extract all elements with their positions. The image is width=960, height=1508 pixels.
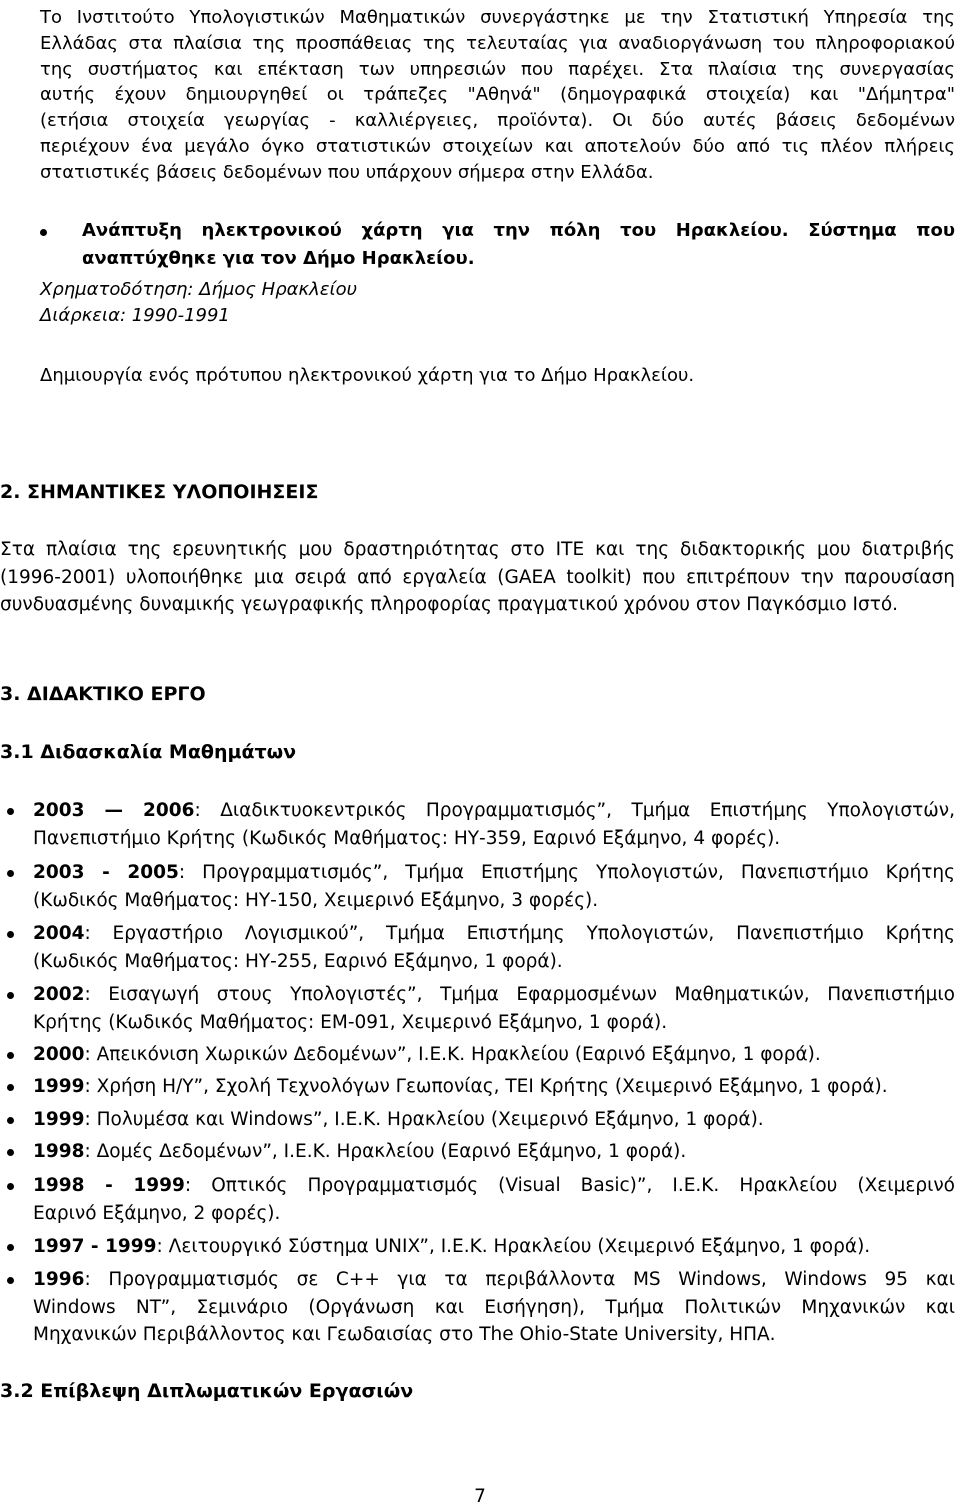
course-line [33, 797, 955, 825]
course-text: : Πολυμέσα και Windows”, Ι.Ε.Κ. Ηρακλείου (Χειμερινό Εξάμηνο, 1 φορά). [84, 1109, 764, 1131]
bullet-icon [7, 1052, 14, 1059]
course-line: Κρήτης (Κωδικός Μαθήματος: ΕΜ-091, Χειμερινό Εξάμηνο, 1 φορά). [33, 1011, 668, 1033]
section-heading: 3. ΔΙΔΑΚΤΙΚΟ ΕΡΓΟ [0, 683, 206, 705]
course-item [0, 1266, 955, 1349]
course-text: : Απεικόνιση Χωρικών Δεδομένων”, Ι.Ε.Κ. Ηρακλείου (Εαρινό Εξάμηνο, 1 φορά). [84, 1044, 821, 1066]
course-years: 2003 — 2006 [33, 800, 195, 822]
bullet-icon [7, 808, 14, 815]
course-text: : Χρήση Η/Υ”, Σχολή Τεχνολόγων Γεωπονίας, ΤΕΙ Κρήτης (Χειμερινό Εξάμηνο, 1 φορά). [84, 1076, 888, 1098]
course-line: Μηχανικών Περιβάλλοντος και Γεωδαισίας στο The Ohio-State University, ΗΠΑ. [33, 1324, 776, 1346]
course-line [33, 1073, 955, 1101]
project-funding: Χρηματοδότηση: Δήμος Ηρακλείου [40, 279, 358, 300]
bullet-icon [7, 992, 14, 999]
course-line [33, 920, 955, 948]
course-item [0, 859, 955, 914]
page-number: 7 [474, 1486, 486, 1507]
section2-line: Στα πλαίσια της ερευνητικής μου δραστηριότητας στο ΙΤΕ και της διδακτορικής μου διατριβής [0, 539, 955, 561]
intro-line: της συστήματος και επέκταση των υπηρεσιών που παρέχει. Στα πλαίσια της συνεργασίας [40, 58, 955, 80]
course-line [33, 981, 955, 1009]
course-line: Εαρινό Εξάμηνο, 2 φορές). [33, 1202, 281, 1224]
course-line [33, 1233, 955, 1261]
course-line [33, 1041, 955, 1069]
bullet-icon [7, 1084, 14, 1091]
course-text: : Προγραμματισμός”, Τμήμα Επιστήμης Υπολογιστών, Πανεπιστήμιο Κρήτης [178, 862, 955, 884]
course-years: 1998 - 1999 [33, 1175, 185, 1197]
intro-line: περιέχουν ένα μεγάλο όγκο στατιστικών στοιχείων και αποτελούν δύο από τις πλέον πλήρεις [40, 135, 955, 157]
bullet-icon [7, 1183, 14, 1190]
course-text: : Εργαστήριο Λογισμικού”, Τμήμα Επιστήμης Υπολογιστών, Πανεπιστήμιο Κρήτης [84, 923, 955, 945]
course-years: 2002 [33, 984, 85, 1006]
course-item [0, 920, 955, 975]
intro-line: Ελλάδας στα πλαίσια της προσπάθειας της τελευταίας για αναδιοργάνωση του πληροφοριακού [40, 32, 955, 54]
course-years: 1997 - 1999 [33, 1236, 157, 1258]
course-item [0, 1041, 955, 1069]
project-title-line: αναπτύχθηκε για τον Δήμο Ηρακλείου. [82, 248, 475, 269]
intro-line: στατιστικές βάσεις δεδομένων που υπάρχουν σήμερα στην Ελλάδα. [40, 161, 654, 183]
course-years: 1996 [33, 1269, 85, 1291]
bullet-icon [7, 870, 14, 877]
course-years: 1999 [33, 1109, 85, 1131]
course-line [33, 1138, 955, 1166]
course-years: 1998 [33, 1141, 85, 1163]
project-meta [40, 277, 940, 329]
course-text: : Εισαγωγή στους Υπολογιστές”, Τμήμα Εφαρμοσμένων Μαθηματικών, Πανεπιστήμιο [84, 984, 955, 1006]
bullet-icon [7, 931, 14, 938]
course-text: : Διαδικτυοκεντρικός Προγραμματισμός”, Τμήμα Επιστήμης Υπολογιστών, [194, 800, 955, 822]
project-title [82, 217, 955, 273]
course-years: 2003 - 2005 [33, 862, 179, 884]
course-item [0, 797, 955, 852]
course-text: : Προγραμματισμός σε C++ για τα περιβάλλοντα MS Windows, Windows 95 και [84, 1269, 955, 1291]
course-line: Πανεπιστήμιο Κρήτης (Κωδικός Μαθήματος: ΗΥ-359, Εαρινό Εξάμηνο, 4 φορές). [33, 827, 781, 849]
course-text: : Δομές Δεδομένων”, Ι.Ε.Κ. Ηρακλείου (Εαρινό Εξάμηνο, 1 φορά). [84, 1141, 687, 1163]
bullet-icon [40, 229, 47, 236]
bullet-icon [7, 1117, 14, 1124]
intro-line: Το Ινστιτούτο Υπολογιστικών Μαθηματικών συνεργάστηκε με την Στατιστική Υπηρεσία της [40, 7, 955, 28]
subsection-heading: 3.2 Επίβλεψη Διπλωματικών Εργασιών [0, 1380, 414, 1402]
section-heading: 2. ΣΗΜΑΝΤΙΚΕΣ ΥΛΟΠΟΙΗΣΕΙΣ [0, 481, 319, 503]
course-years: 2004 [33, 923, 85, 945]
project-title-line: Ανάπτυξη ηλεκτρονικού χάρτη για την πόλη του Ηρακλείου. Σύστημα που [82, 220, 955, 241]
course-line [33, 859, 955, 887]
course-line: (Κωδικός Μαθήματος: ΗΥ-255, Εαρινό Εξάμηνο, 1 φορά). [33, 950, 563, 972]
course-line [33, 1266, 955, 1294]
course-item [0, 1172, 955, 1227]
bullet-icon [7, 1277, 14, 1284]
course-text: : Λειτουργικό Σύστημα UNIX”, Ι.Ε.Κ. Ηρακλείου (Χειμερινό Εξάμηνο, 1 φορά). [156, 1236, 871, 1258]
course-item [0, 1138, 955, 1166]
course-item [0, 1106, 955, 1134]
section2-paragraph [0, 536, 955, 619]
course-item [0, 1233, 955, 1261]
intro-line: (ετήσια στοιχεία γεωργίας - καλλιέργειες, προϊόντα). Οι δύο αυτές βάσεις δεδομένων [40, 110, 955, 132]
section2-line: συνδυασμένης δυναμικής γεωγραφικής πληροφορίας πραγματικού χρόνου στον Παγκόσμιο Ιστό. [0, 594, 899, 616]
course-line [33, 1106, 955, 1134]
course-line: Windows NT”, Σεμινάριο (Οργάνωση και Εισήγηση), Τμήμα Πολιτικών Μηχανικών και [33, 1296, 955, 1318]
section2-line: (1996-2001) υλοποιήθηκε μια σειρά από εργαλεία (GAEA toolkit) που επιτρέπουν την παρουσίαση [0, 566, 955, 588]
course-years: 1999 [33, 1076, 85, 1098]
course-line: (Κωδικός Μαθήματος: ΗΥ-150, Χειμερινό Εξάμηνο, 3 φορές). [33, 889, 599, 911]
intro-paragraph [40, 5, 955, 186]
subsection-heading: 3.1 Διδασκαλία Μαθημάτων [0, 741, 297, 763]
course-line [33, 1172, 955, 1200]
course-item [0, 1073, 955, 1101]
course-text: : Οπτικός Προγραμματισμός (Visual Basic)”, Ι.Ε.Κ. Ηρακλείου (Χειμερινό [184, 1175, 955, 1197]
bullet-icon [7, 1244, 14, 1251]
project-description: Δημιουργία ενός πρότυπου ηλεκτρονικού χάρτη για το Δήμο Ηρακλείου. [40, 365, 695, 386]
intro-line: αυτής έχουν δημιουργηθεί οι τράπεζες "Αθηνά" (δημογραφικά στοιχεία) και "Δήμητρα" [40, 84, 955, 106]
course-years: 2000 [33, 1044, 85, 1066]
course-item [0, 981, 955, 1036]
project-duration: Διάρκεια: 1990-1991 [40, 305, 230, 326]
bullet-icon [7, 1149, 14, 1156]
